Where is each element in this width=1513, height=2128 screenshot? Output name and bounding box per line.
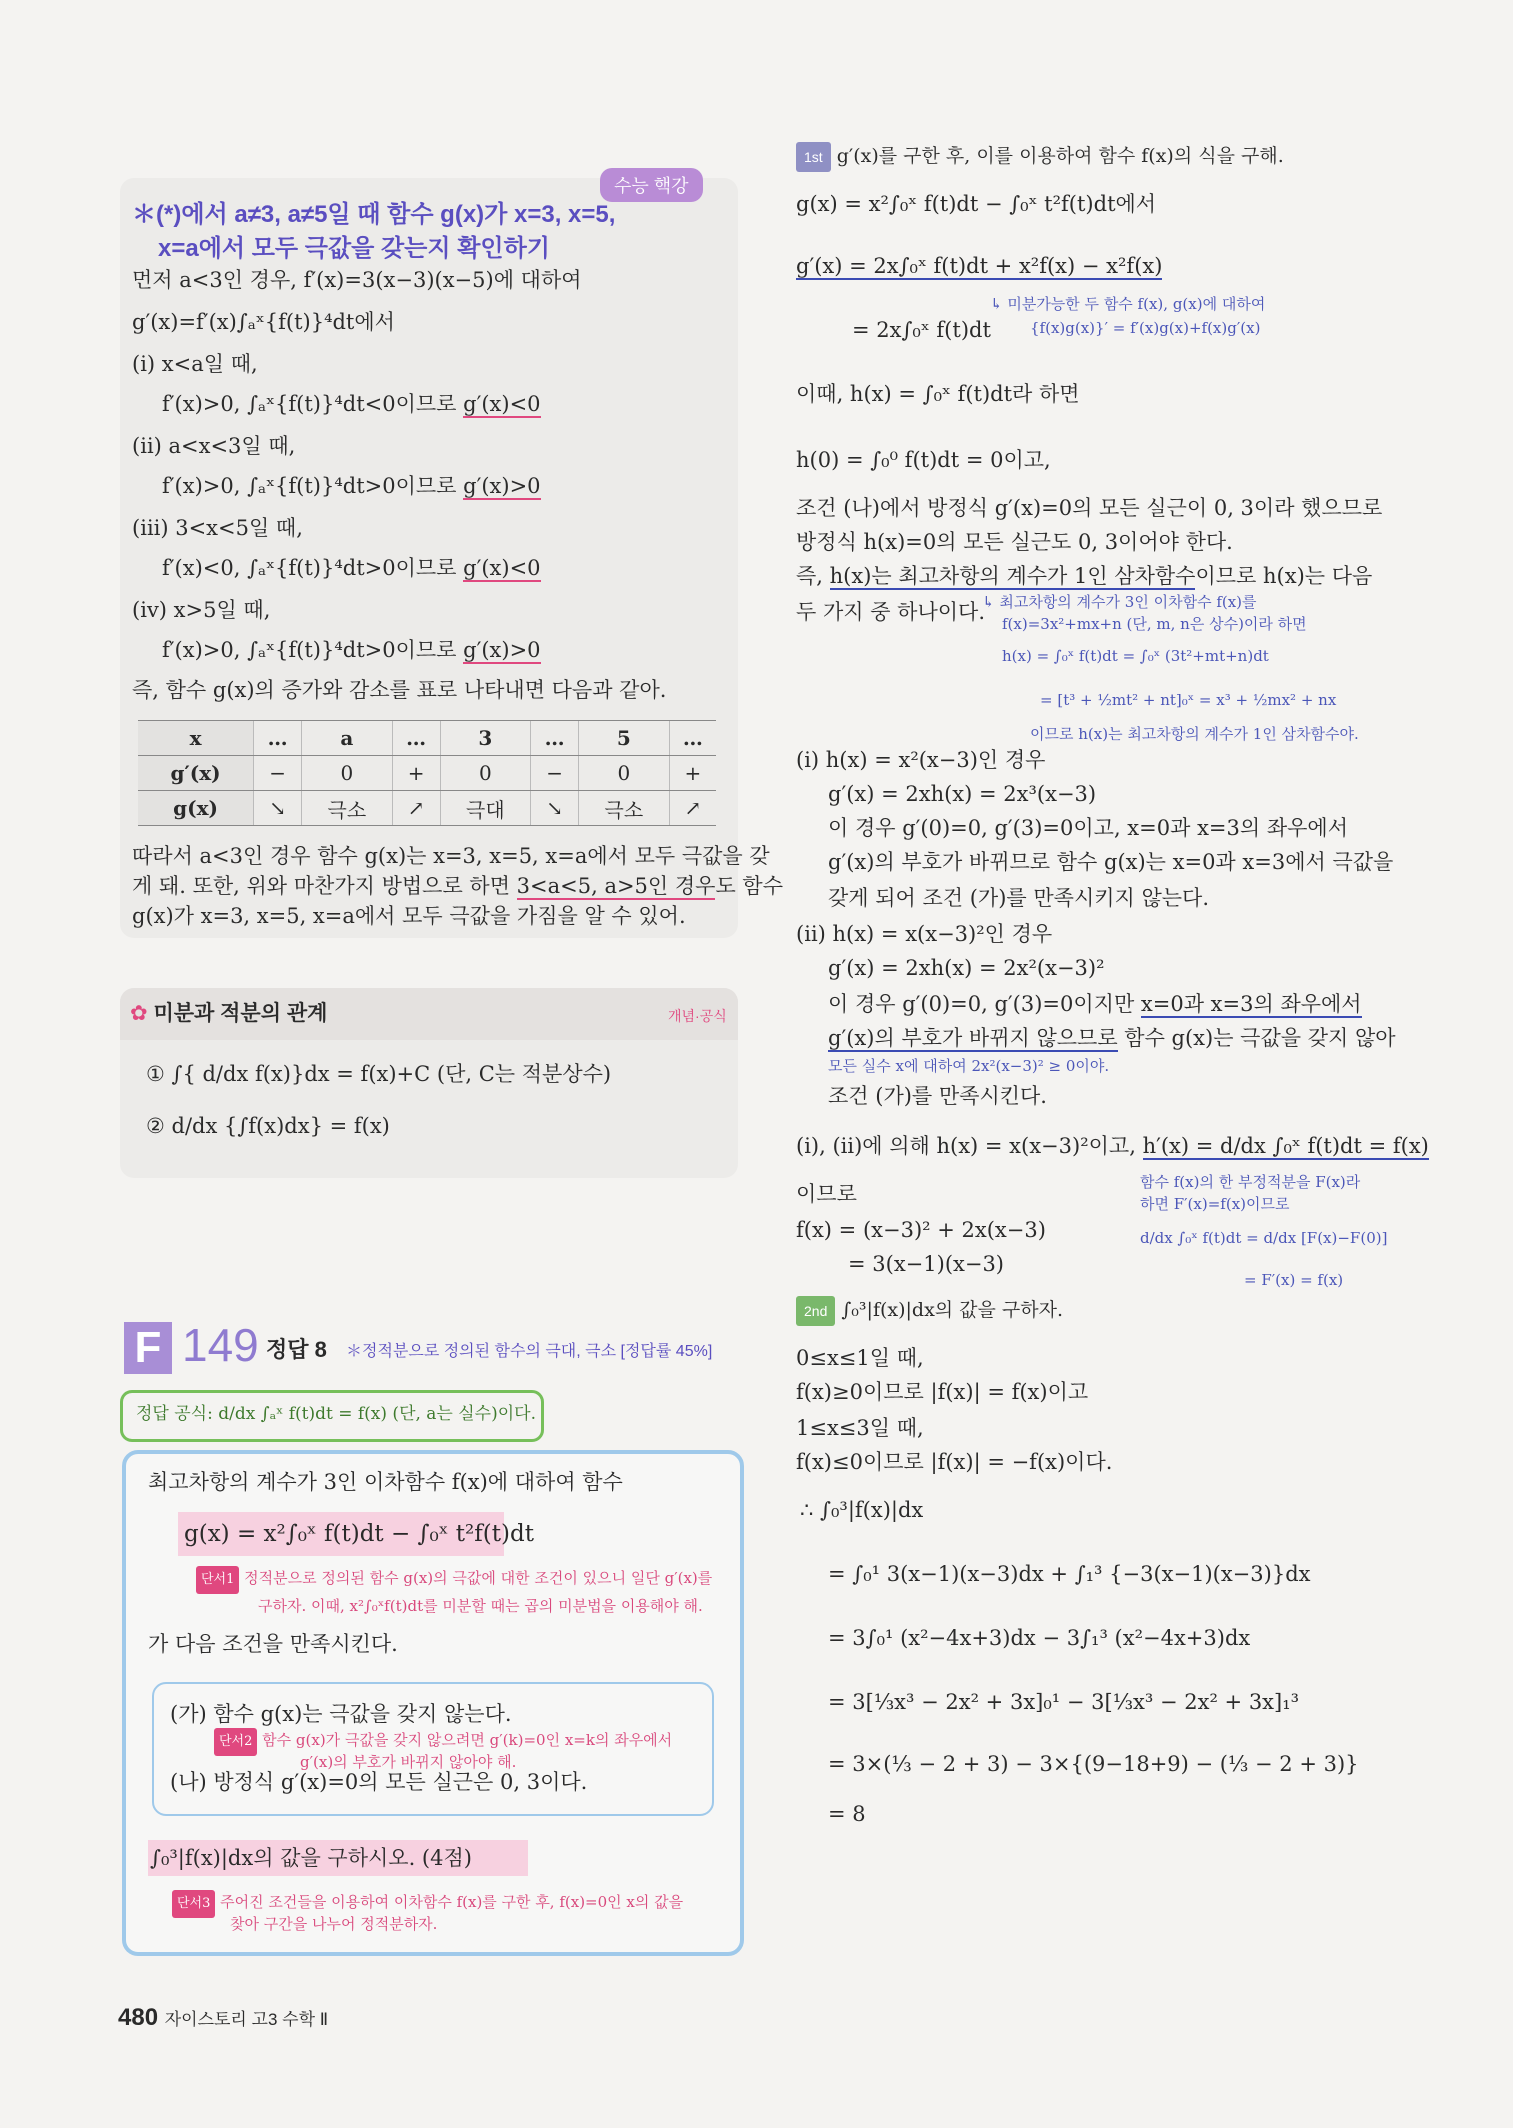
table-cell: g′(x) <box>138 756 254 791</box>
solution-line: 이때, h(x) = ∫₀ˣ f(t)dt라 하면 <box>796 382 1080 406</box>
case-label: (ⅳ) x>5일 때, <box>132 598 271 622</box>
text: 이 경우 g′(0)=0, g′(3)=0이지만 <box>828 992 1141 1016</box>
hint-text: 정적분으로 정의된 함수 g(x)의 극값에 대한 조건이 있으니 일단 g′(x)를 <box>244 1569 713 1587</box>
step-tag: 2nd <box>796 1296 835 1326</box>
relation-title <box>130 1000 327 1028</box>
solution-line <box>796 1132 1429 1160</box>
text: 즉, <box>796 564 830 588</box>
hint-text: 주어진 조건들을 이용하여 이차함수 f(x)를 구한 후, f(x)=0인 x의 값을 <box>220 1893 684 1911</box>
table-row <box>138 756 716 791</box>
table-cell: … <box>254 721 302 756</box>
question: ∫₀³|f(x)|dx의 값을 구하시오. (4점) <box>150 1846 472 1870</box>
table-cell: + <box>669 756 716 791</box>
solution-line: = 3(x−1)(x−3) <box>848 1252 1005 1276</box>
flower-icon: ✿ <box>130 1002 154 1025</box>
topic <box>346 1338 712 1366</box>
solution-line <box>796 252 1162 280</box>
table-cell: ↘ <box>531 791 579 826</box>
relation-formula-2: ② d/dx {∫f(x)dx} = f(x) <box>146 1114 390 1138</box>
conclusion-line: g(x)가 x=3, x=5, x=a에서 모두 극값을 가짐을 알 수 있어. <box>132 904 686 928</box>
step-text: g′(x)를 구한 후, 이를 이용하여 함수 f(x)의 식을 구해. <box>836 145 1284 167</box>
solution-line: g′(x) = 2xh(x) = 2x³(x−3) <box>828 782 1097 806</box>
solution-line: f(x) = (x−3)² + 2x(x−3) <box>796 1218 1046 1242</box>
text: 함수 g(x)는 극값을 갖지 않아 <box>1117 1026 1396 1050</box>
note: d/dx ∫₀ˣ f(t)dt = d/dx [F(x)−F(0)] <box>1140 1229 1388 1247</box>
text: (ⅰ), (ⅱ)에 의해 h(x) = x(x−3)²이고, <box>796 1134 1143 1158</box>
problem-function: g(x) = x²∫₀ˣ f(t)dt − ∫₀ˣ t²f(t)dt <box>184 1521 534 1547</box>
case-line <box>162 636 541 664</box>
problem-line: 가 다음 조건을 만족시킨다. <box>148 1632 398 1656</box>
hint-1 <box>196 1564 712 1594</box>
answer: 정답 8 <box>266 1337 327 1362</box>
hint-tag: 단서1 <box>196 1566 239 1594</box>
note: h(x) = ∫₀ˣ f(t)dt = ∫₀ˣ (3t²+mt+n)dt <box>1002 647 1269 665</box>
problem-letter: F <box>124 1322 172 1374</box>
table-cell: + <box>392 756 440 791</box>
table-cell: − <box>531 756 579 791</box>
table-cell: 0 <box>440 756 531 791</box>
table-cell: 3 <box>440 721 531 756</box>
table-cell: 극소 <box>302 791 393 826</box>
text-line: g′(x)=f′(x)∫ₐˣ{f(t)}⁴dt에서 <box>132 310 395 334</box>
table-cell: … <box>669 721 716 756</box>
underlined-text: h′(x) = d/dx ∫₀ˣ f(t)dt = f(x) <box>1142 1134 1429 1158</box>
solution-line: = 2x∫₀ˣ f(t)dt <box>852 318 991 342</box>
topic-text: ＊정적분으로 정의된 함수의 극대, 극소 <box>346 1343 617 1360</box>
case-line <box>162 390 541 418</box>
case-label: (ⅱ) h(x) = x(x−3)²인 경우 <box>796 922 1053 946</box>
case-result: g′(x)>0 <box>463 638 541 662</box>
underlined-text: g′(x)의 부호가 바뀌지 않으므로 <box>828 1026 1118 1050</box>
check-title-line1: ＊(*)에서 a≠3, a≠5일 때 함수 g(x)가 x=3, x=5, <box>132 201 616 228</box>
case-result: g′(x)>0 <box>463 474 541 498</box>
answer-formula: 정답 공식: d/dx ∫ₐˣ f(t)dt = f(x) (단, a는 실수)이다. <box>136 1404 536 1424</box>
note: 이므로 h(x)는 최고차항의 계수가 1인 삼차함수야. <box>1030 725 1359 743</box>
table-intro: 즉, 함수 g(x)의 증가와 감소를 표로 나타내면 다음과 같아. <box>132 678 667 702</box>
note: 함수 f(x)의 한 부정적분을 F(x)라 <box>1140 1173 1361 1191</box>
solution-line <box>796 562 1372 590</box>
solution-line: = ∫₀¹ 3(x−1)(x−3)dx + ∫₁³ {−3(x−1)(x−3)}dx <box>828 1562 1311 1586</box>
table-cell: ↘ <box>254 791 302 826</box>
table-cell: 0 <box>302 756 393 791</box>
solution-line: g′(x)의 부호가 바뀌므로 함수 g(x)는 x=0과 x=3에서 극값을 <box>828 850 1394 874</box>
case-text: f′(x)>0, ∫ₐˣ{f(t)}⁴dt>0이므로 <box>162 638 464 662</box>
step-tag: 1st <box>796 142 831 172</box>
solution-line: f(x)≥0이므로 |f(x)| = f(x)이고 <box>796 1380 1089 1404</box>
core-lecture-badge: 수능 핵강 <box>600 168 703 202</box>
solution-line: = 3×(⅓ − 2 + 3) − 3×{(9−18+9) − (⅓ − 2 + 3)} <box>828 1752 1359 1776</box>
hint-tag: 단서3 <box>172 1890 215 1918</box>
table-cell: 5 <box>579 721 670 756</box>
table-cell: ↗ <box>669 791 716 826</box>
solution-line <box>828 990 1362 1018</box>
condition-a: (가) 함수 g(x)는 극값을 갖지 않는다. <box>170 1702 512 1726</box>
solution-line: = 3[⅓x³ − 2x² + 3x]₀¹ − 3[⅓x³ − 2x² + 3x]₁³ <box>828 1690 1300 1714</box>
table-cell: ↗ <box>392 791 440 826</box>
case-result: g′(x)<0 <box>463 556 541 580</box>
solution-line: 방정식 h(x)=0의 모든 실근도 0, 3이어야 한다. <box>796 530 1233 554</box>
conclusion-line: 따라서 a<3인 경우 함수 g(x)는 x=3, x=5, x=a에서 모두 극값을 갖 <box>132 844 770 868</box>
case-line <box>162 472 541 500</box>
case-text: f′(x)>0, ∫ₐˣ{f(t)}⁴dt>0이므로 <box>162 474 464 498</box>
case-label: (ⅱ) a<x<3일 때, <box>132 434 296 458</box>
concept-tag: 개념·공식 <box>668 1008 727 1024</box>
solution-line: = 3∫₀¹ (x²−4x+3)dx − 3∫₁³ (x²−4x+3)dx <box>828 1626 1251 1650</box>
solution-line: ∴ ∫₀³|f(x)|dx <box>800 1498 924 1522</box>
hint-2-cont: g′(x)의 부호가 바뀌지 않아야 해. <box>300 1753 517 1771</box>
step-text: ∫₀³|f(x)|dx의 값을 구하자. <box>841 1299 1064 1321</box>
table-row <box>138 791 716 826</box>
solution-line: g′(x) = 2xh(x) = 2x²(x−3)² <box>828 956 1105 980</box>
solution-line: g(x) = x²∫₀ˣ f(t)dt − ∫₀ˣ t²f(t)dt에서 <box>796 192 1157 216</box>
text: 도 함수 <box>715 874 783 898</box>
check-title <box>132 198 615 266</box>
note: {f(x)g(x)}′ = f′(x)g(x)+f(x)g′(x) <box>1030 319 1261 337</box>
step2 <box>796 1296 1063 1326</box>
hint-tag: 단서2 <box>214 1728 257 1756</box>
table-cell: … <box>392 721 440 756</box>
note: = [t³ + ½mt² + nt]₀ˣ = x³ + ½mx² + nx <box>1040 691 1337 709</box>
underlined-text: h(x)는 최고차항의 계수가 1인 삼차함수 <box>829 564 1196 588</box>
page-number: 480 <box>118 2004 159 2031</box>
solution-line: 이므로 <box>796 1182 857 1206</box>
solution-line: 1≤x≤3일 때, <box>796 1416 924 1440</box>
table-cell: x <box>138 721 254 756</box>
relation-title-text: 미분과 적분의 관계 <box>153 1002 328 1025</box>
text-line: 먼저 a<3인 경우, f′(x)=3(x−3)(x−5)에 대하여 <box>132 268 582 292</box>
footer <box>118 2004 328 2032</box>
case-label: (ⅰ) h(x) = x²(x−3)인 경우 <box>796 748 1046 772</box>
note: ↳ 미분가능한 두 함수 f(x), g(x)에 대하여 <box>990 295 1266 313</box>
step1 <box>796 142 1284 172</box>
solution-line: h(0) = ∫₀⁰ f(t)dt = 0이고, <box>796 448 1051 472</box>
book-title: 자이스토리 고3 수학 Ⅱ <box>164 2010 329 2029</box>
solution-line <box>828 1024 1396 1052</box>
increase-decrease-table <box>138 720 716 826</box>
note: ↳ 최고차항의 계수가 3인 이차함수 f(x)를 <box>982 593 1257 611</box>
case-line <box>162 554 541 582</box>
hint-3-cont: 찾아 구간을 나누어 정적분하자. <box>230 1915 438 1933</box>
table-cell: … <box>531 721 579 756</box>
solution-line: 갖게 되어 조건 (가)를 만족시키지 않는다. <box>828 886 1210 910</box>
hint-text: 함수 g(x)가 극값을 갖지 않으려면 g′(k)=0인 x=k의 좌우에서 <box>262 1731 673 1749</box>
case-label: (ⅰ) x<a일 때, <box>132 352 258 376</box>
solution-line: 0≤x≤1일 때, <box>796 1346 924 1370</box>
final-answer: = 8 <box>828 1802 866 1826</box>
solution-line: 조건 (가)를 만족시킨다. <box>828 1084 1047 1108</box>
text: 게 돼. 또한, 위와 마찬가지 방법으로 하면 <box>132 874 517 898</box>
relation-formula-1: ① ∫{ d/dx f(x)}dx = f(x)+C (단, C는 적분상수) <box>146 1062 612 1086</box>
condition-b: (나) 방정식 g′(x)=0의 모든 실근은 0, 3이다. <box>170 1770 588 1794</box>
case-text: f′(x)>0, ∫ₐˣ{f(t)}⁴dt<0이므로 <box>162 392 464 416</box>
problem-number: 149 <box>182 1319 259 1371</box>
case-label: (ⅲ) 3<x<5일 때, <box>132 516 303 540</box>
derivative: g′(x) = 2x∫₀ˣ f(t)dt + x²f(x) − x²f(x) <box>796 254 1163 278</box>
note: 모든 실수 x에 대하여 2x²(x−3)² ≥ 0이야. <box>828 1057 1110 1075</box>
table-cell: a <box>302 721 393 756</box>
accuracy-rate: [정답률 45%] <box>620 1343 713 1360</box>
case-result: g′(x)<0 <box>463 392 541 416</box>
case-text: f′(x)<0, ∫ₐˣ{f(t)}⁴dt>0이므로 <box>162 556 464 580</box>
note: 하면 F′(x)=f(x)이므로 <box>1140 1195 1290 1213</box>
solution-line: f(x)≤0이므로 |f(x)| = −f(x)이다. <box>796 1450 1113 1474</box>
table-cell: 0 <box>579 756 670 791</box>
conclusion-line <box>132 872 783 900</box>
solution-line: 조건 (나)에서 방정식 g′(x)=0의 모든 실근이 0, 3이라 했으므로 <box>796 496 1383 520</box>
underlined-text: 3<a<5, a>5인 경우 <box>516 874 716 898</box>
table-cell: g(x) <box>138 791 254 826</box>
check-title-line2: x=a에서 모두 극값을 갖는지 확인하기 <box>158 235 550 262</box>
problem-line: 최고차항의 계수가 3인 이차함수 f(x)에 대하여 함수 <box>148 1470 623 1494</box>
table-cell: 극소 <box>579 791 670 826</box>
solution-line: 이 경우 g′(0)=0, g′(3)=0이고, x=0과 x=3의 좌우에서 <box>828 816 1348 840</box>
solution-line: 두 가지 중 하나이다. <box>796 600 985 624</box>
note: = F′(x) = f(x) <box>1244 1271 1344 1289</box>
note: f(x)=3x²+mx+n (단, m, n은 상수)이라 하면 <box>1002 615 1307 633</box>
table-cell: 극대 <box>440 791 531 826</box>
text: 이므로 h(x)는 다음 <box>1195 564 1373 588</box>
hint-1-cont: 구하자. 이때, x²∫₀ˣf(t)dt를 미분할 때는 곱의 미분법을 이용해야 해. <box>258 1597 703 1615</box>
underlined-text: x=0과 x=3의 좌우에서 <box>1140 992 1362 1016</box>
table-header-row <box>138 721 716 756</box>
table-cell: − <box>254 756 302 791</box>
